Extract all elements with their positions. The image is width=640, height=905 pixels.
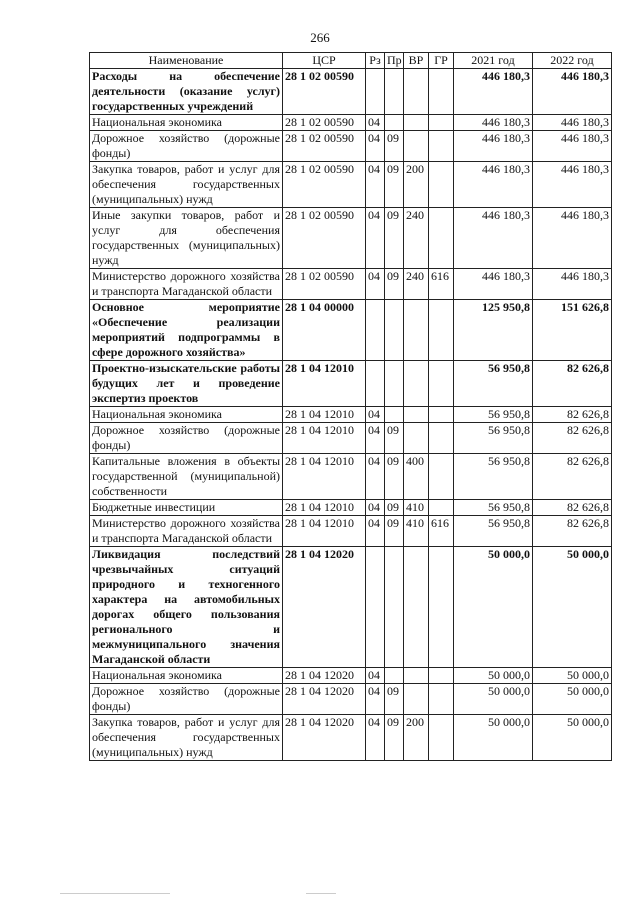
cell-rz: 04 (366, 269, 385, 300)
cell-y2022: 50 000,0 (533, 668, 612, 684)
cell-pr: 09 (385, 500, 404, 516)
cell-pr (385, 668, 404, 684)
column-header-name: Наименование (90, 53, 283, 69)
cell-y2022: 446 180,3 (533, 131, 612, 162)
cell-csr: 28 1 02 00590 (283, 208, 366, 269)
cell-csr: 28 1 04 12010 (283, 407, 366, 423)
cell-vr: 410 (404, 500, 429, 516)
cell-pr (385, 115, 404, 131)
cell-y2021: 50 000,0 (454, 547, 533, 668)
page-number: 266 (310, 30, 330, 45)
cell-y2021: 125 950,8 (454, 300, 533, 361)
cell-y2021: 56 950,8 (454, 407, 533, 423)
cell-y2022: 50 000,0 (533, 547, 612, 668)
column-header-vr: ВР (404, 53, 429, 69)
cell-pr (385, 407, 404, 423)
cell-name: Ликвидация последствий чрезвычайных ситуаций природного и техногенного характера на автомобильных дорогах общего пользования регионального и межмуниципального значения Магаданской области (90, 547, 283, 668)
cell-name: Национальная экономика (90, 407, 283, 423)
cell-name: Дорожное хозяйство (дорожные фонды) (90, 684, 283, 715)
table-row (90, 269, 612, 300)
cell-gr (429, 300, 454, 361)
cell-vr (404, 300, 429, 361)
cell-y2021: 50 000,0 (454, 668, 533, 684)
cell-y2021: 50 000,0 (454, 684, 533, 715)
table-row (90, 208, 612, 269)
cell-name: Основное мероприятие «Обеспечение реализации мероприятий подпрограммы в сфере дорожного хозяйства» (90, 300, 283, 361)
table-row (90, 361, 612, 407)
cell-rz: 04 (366, 668, 385, 684)
cell-name: Расходы на обеспечение деятельности (оказание услуг) государственных учреждений (90, 69, 283, 115)
table-row (90, 668, 612, 684)
cell-pr (385, 300, 404, 361)
cell-name: Национальная экономика (90, 115, 283, 131)
cell-pr: 09 (385, 208, 404, 269)
cell-y2021: 56 950,8 (454, 516, 533, 547)
table-row (90, 454, 612, 500)
cell-y2022: 82 626,8 (533, 361, 612, 407)
column-header-pr: Пр (385, 53, 404, 69)
cell-vr: 200 (404, 715, 429, 761)
cell-y2022: 50 000,0 (533, 715, 612, 761)
cell-gr (429, 454, 454, 500)
table-body (90, 69, 612, 761)
cell-y2021: 56 950,8 (454, 361, 533, 407)
cell-csr: 28 1 04 12010 (283, 516, 366, 547)
table-row (90, 684, 612, 715)
cell-y2022: 446 180,3 (533, 162, 612, 208)
cell-gr (429, 684, 454, 715)
table-row (90, 547, 612, 668)
cell-name: Проектно-изыскательские работы будущих лет и проведение экспертиз проектов (90, 361, 283, 407)
cell-vr: 200 (404, 162, 429, 208)
cell-csr: 28 1 04 12010 (283, 500, 366, 516)
table-header-row (90, 53, 612, 69)
cell-vr: 240 (404, 269, 429, 300)
cell-gr (429, 423, 454, 454)
cell-name: Бюджетные инвестиции (90, 500, 283, 516)
cell-csr: 28 1 02 00590 (283, 269, 366, 300)
cell-rz (366, 361, 385, 407)
cell-name: Министерство дорожного хозяйства и транспорта Магаданской области (90, 516, 283, 547)
cell-rz: 04 (366, 715, 385, 761)
cell-pr (385, 361, 404, 407)
cell-y2021: 56 950,8 (454, 423, 533, 454)
cell-rz (366, 547, 385, 668)
cell-gr: 616 (429, 269, 454, 300)
cell-y2021: 446 180,3 (454, 208, 533, 269)
cell-name: Национальная экономика (90, 668, 283, 684)
cell-gr (429, 715, 454, 761)
cell-name: Дорожное хозяйство (дорожные фонды) (90, 131, 283, 162)
cell-rz: 04 (366, 500, 385, 516)
cell-y2022: 82 626,8 (533, 516, 612, 547)
cell-name: Закупка товаров, работ и услуг для обеспечения государственных (муниципальных) нужд (90, 715, 283, 761)
cell-pr: 09 (385, 162, 404, 208)
cell-pr: 09 (385, 131, 404, 162)
cell-y2022: 82 626,8 (533, 500, 612, 516)
cell-vr (404, 407, 429, 423)
table-row (90, 69, 612, 115)
column-header-2022: 2022 год (533, 53, 612, 69)
cell-y2021: 446 180,3 (454, 269, 533, 300)
cell-gr (429, 500, 454, 516)
column-header-2021: 2021 год (454, 53, 533, 69)
cell-vr (404, 668, 429, 684)
cell-rz: 04 (366, 684, 385, 715)
cell-rz: 04 (366, 162, 385, 208)
cell-vr (404, 115, 429, 131)
cell-vr (404, 684, 429, 715)
cell-gr: 616 (429, 516, 454, 547)
cell-pr: 09 (385, 269, 404, 300)
cell-name: Министерство дорожного хозяйства и транспорта Магаданской области (90, 269, 283, 300)
cell-csr: 28 1 04 12010 (283, 423, 366, 454)
cell-csr: 28 1 02 00590 (283, 69, 366, 115)
cell-pr: 09 (385, 684, 404, 715)
table-row (90, 300, 612, 361)
cell-y2022: 151 626,8 (533, 300, 612, 361)
column-header-gr: ГР (429, 53, 454, 69)
cell-rz: 04 (366, 516, 385, 547)
cell-gr (429, 131, 454, 162)
table-row (90, 407, 612, 423)
cell-vr (404, 423, 429, 454)
cell-rz: 04 (366, 454, 385, 500)
cell-rz: 04 (366, 407, 385, 423)
cell-y2022: 50 000,0 (533, 684, 612, 715)
cell-y2022: 82 626,8 (533, 454, 612, 500)
table-row (90, 162, 612, 208)
cell-csr: 28 1 04 12020 (283, 715, 366, 761)
cell-rz: 04 (366, 131, 385, 162)
cell-gr (429, 162, 454, 208)
cell-pr (385, 547, 404, 668)
cell-gr (429, 208, 454, 269)
cell-gr (429, 115, 454, 131)
cell-csr: 28 1 02 00590 (283, 115, 366, 131)
cell-y2021: 446 180,3 (454, 69, 533, 115)
cell-pr: 09 (385, 454, 404, 500)
cell-vr: 240 (404, 208, 429, 269)
table-row (90, 423, 612, 454)
column-header-rz: Рз (366, 53, 385, 69)
cell-vr (404, 131, 429, 162)
table-row (90, 715, 612, 761)
cell-pr: 09 (385, 423, 404, 454)
cell-gr (429, 668, 454, 684)
cell-rz: 04 (366, 115, 385, 131)
cell-vr (404, 547, 429, 668)
budget-table (89, 52, 612, 761)
cell-name: Закупка товаров, работ и услуг для обеспечения государственных (муниципальных) нужд (90, 162, 283, 208)
table-row (90, 115, 612, 131)
cell-csr: 28 1 04 00000 (283, 300, 366, 361)
cell-csr: 28 1 04 12020 (283, 668, 366, 684)
cell-pr (385, 69, 404, 115)
cell-y2021: 446 180,3 (454, 131, 533, 162)
cell-rz: 04 (366, 423, 385, 454)
footer-rule-middle (306, 893, 336, 894)
cell-y2021: 56 950,8 (454, 454, 533, 500)
cell-y2022: 82 626,8 (533, 407, 612, 423)
cell-gr (429, 361, 454, 407)
cell-y2022: 446 180,3 (533, 269, 612, 300)
cell-csr: 28 1 04 12020 (283, 684, 366, 715)
footer-rule-left (60, 893, 170, 894)
cell-csr: 28 1 04 12010 (283, 361, 366, 407)
table-row (90, 500, 612, 516)
cell-y2021: 446 180,3 (454, 115, 533, 131)
table-row (90, 516, 612, 547)
cell-gr (429, 407, 454, 423)
cell-y2021: 446 180,3 (454, 162, 533, 208)
cell-vr: 400 (404, 454, 429, 500)
cell-name: Дорожное хозяйство (дорожные фонды) (90, 423, 283, 454)
cell-rz: 04 (366, 208, 385, 269)
cell-vr: 410 (404, 516, 429, 547)
cell-vr (404, 69, 429, 115)
cell-rz (366, 300, 385, 361)
cell-y2022: 82 626,8 (533, 423, 612, 454)
cell-csr: 28 1 04 12020 (283, 547, 366, 668)
cell-y2021: 50 000,0 (454, 715, 533, 761)
table-row (90, 131, 612, 162)
cell-csr: 28 1 04 12010 (283, 454, 366, 500)
cell-y2022: 446 180,3 (533, 208, 612, 269)
cell-y2022: 446 180,3 (533, 115, 612, 131)
cell-csr: 28 1 02 00590 (283, 162, 366, 208)
cell-pr: 09 (385, 715, 404, 761)
cell-gr (429, 547, 454, 668)
cell-vr (404, 361, 429, 407)
cell-name: Иные закупки товаров, работ и услуг для обеспечения государственных (муниципальных) нужд (90, 208, 283, 269)
cell-rz (366, 69, 385, 115)
cell-gr (429, 69, 454, 115)
cell-name: Капитальные вложения в объекты государственной (муниципальной) собственности (90, 454, 283, 500)
cell-y2022: 446 180,3 (533, 69, 612, 115)
cell-csr: 28 1 02 00590 (283, 131, 366, 162)
column-header-csr: ЦСР (283, 53, 366, 69)
cell-pr: 09 (385, 516, 404, 547)
cell-y2021: 56 950,8 (454, 500, 533, 516)
